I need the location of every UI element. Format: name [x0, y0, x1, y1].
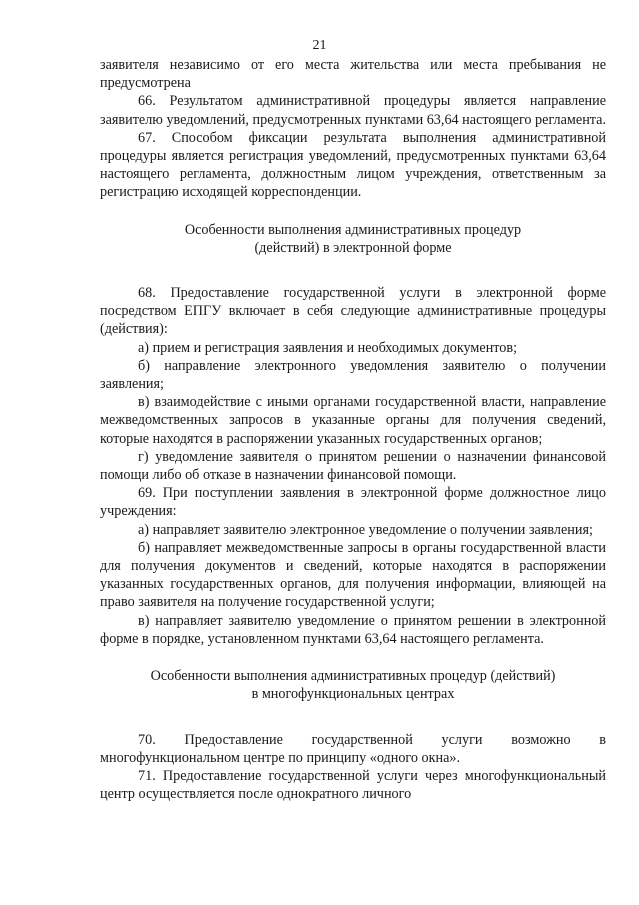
page-number: 21	[312, 38, 327, 53]
section-heading-mfc	[100, 667, 606, 703]
paragraph-71: 71. Предоставление государственной услуги через многофункциональный центр осуществляется после однократного личного	[100, 767, 606, 803]
list-item-68-d: г) уведомление заявителя о принятом решении о назначении финансовой помощи либо об отказе в назначении финансовой помощи.	[100, 448, 606, 484]
list-item-68-b: б) направление электронного уведомления заявителю о получении заявления;	[100, 357, 606, 393]
list-item-69-a: а) направляет заявителю электронное уведомление о получении заявления;	[138, 521, 593, 538]
list-item-68-a: а) прием и регистрация заявления и необходимых документов;	[138, 339, 518, 356]
list-item-68-c: в) взаимодействие с иными органами государственной власти, направление межведомственных запросов в указанные органы для получения сведений, которые находятся в распоряжении указанных государственных органов;	[100, 394, 606, 447]
paragraph-continuation: заявителя независимо от его места жительства или места пребывания не предусмотрена	[100, 57, 606, 92]
paragraph-69: 69. При поступлении заявления в электронной форме должностное лицо учреждения:	[100, 485, 606, 520]
paragraph-68: 68. Предоставление государственной услуги в электронной форме посредством ЕПГУ включает в себя следующие административные процедуры (действия):	[100, 285, 606, 338]
list-item-69-c: в) направляет заявителю уведомление о принятом решении в электронной форме в порядке, установленном пунктами 63,64 настоящего регламента.	[100, 612, 606, 647]
paragraph-66: 66. Результатом административной процедуры является направление заявителю уведомлений, предусмотренных пунктами 63,64 настоящего регламента.	[100, 93, 607, 128]
list-item-69-b: б) направляет межведомственные запросы в органы государственной власти для получения документов и сведений, которые находятся в распоряжении указанных государственных органов, для получения информации, влияющей на право заявителя на получение государственной услуги;	[100, 539, 606, 611]
heading-line: в многофункциональных центрах	[251, 686, 455, 703]
document-body	[100, 56, 606, 803]
paragraph-70: 70. Предоставление государственной услуги возможно в многофункциональном центре по принципу «одного окна».	[100, 731, 606, 766]
heading-line: Особенности выполнения административных процедур	[184, 221, 522, 238]
section-heading-electronic	[100, 221, 606, 257]
heading-line: (действий) в электронной форме	[254, 239, 452, 256]
paragraph-67: 67. Способом фиксации результата выполнения административной процедуры является регистрация уведомлений, предусмотренных пунктами 63,64 настоящего регламента, должностным лицом учреждения, ответственным за регистрацию исходящей корреспонденции.	[100, 129, 606, 201]
heading-line: Особенности выполнения административных процедур (действий)	[150, 668, 556, 685]
